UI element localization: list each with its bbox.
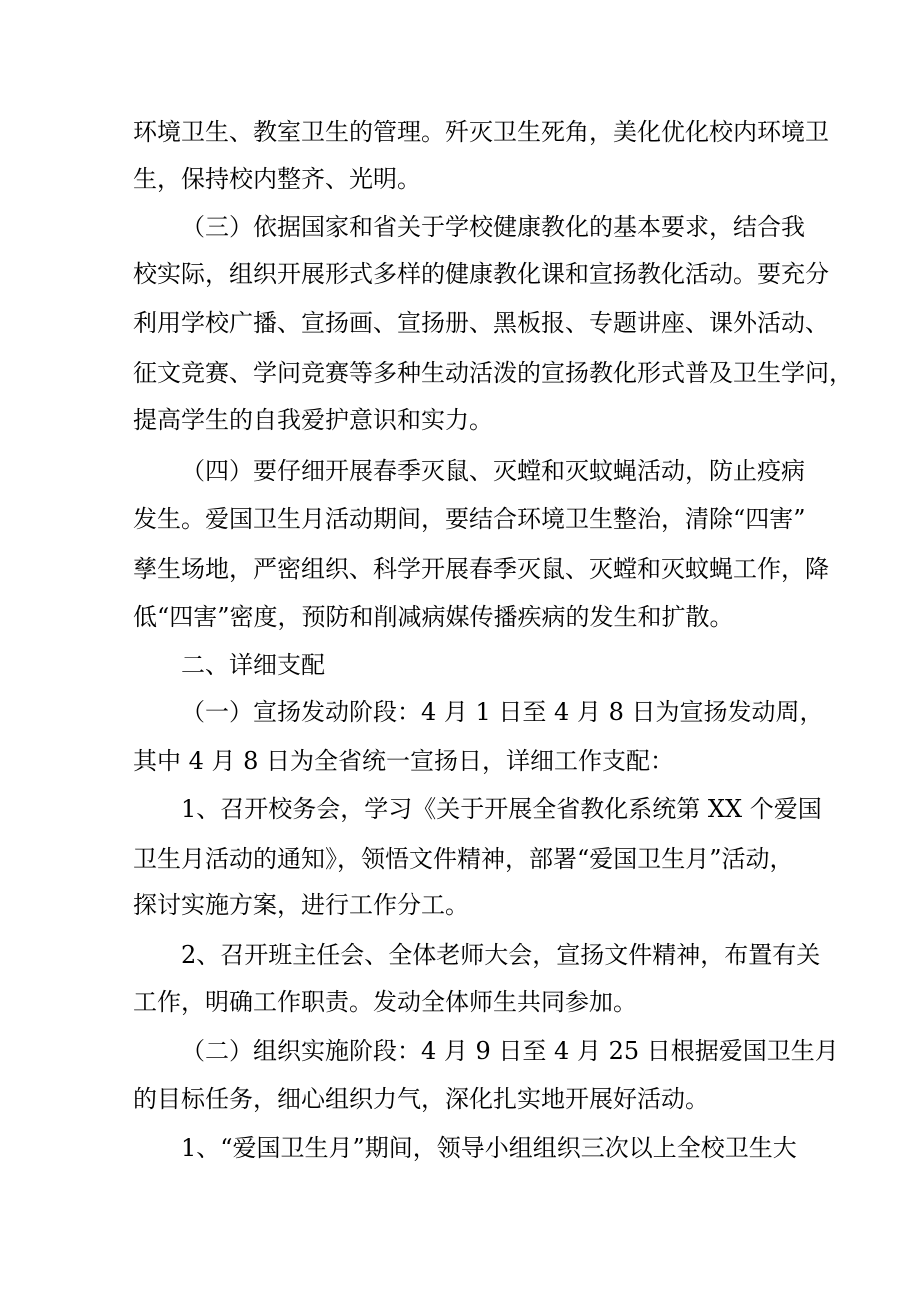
text-line: 卫生月活动的通知》，领悟文件精神，部署“爱国卫生月”活动， [133,845,794,873]
text-line: 利用学校广播、宣扬画、宣扬册、黑板报、专题讲座、课外活动、 [133,309,829,337]
text-line: 工作，明确工作职责。发动全体师生共同参加。 [133,988,637,1016]
list-item-1-second: 1、“爱国卫生月”期间，领导小组组织三次以上全校卫生大 [181,1134,797,1162]
text-line: 的目标任务，细心组织力气，深化扎实地开展好活动。 [133,1085,709,1113]
text-line: 提高学生的自我爱护意识和实力。 [133,406,493,434]
list-item-1: 1、召开校务会，学习《关于开展全省教化系统第 XX 个爱国 [181,795,822,823]
paragraph-three-heading: （三）依据国家和省关于学校健康教化的基本要求，结合我 [181,213,805,241]
text-line: 其中 4 月 8 日为全省统一宣扬日，详细工作支配： [133,747,675,775]
paragraph-four-heading: （四）要仔细开展春季灭鼠、灭螳和灭蚊蝇活动，防止疫病 [181,457,805,485]
text-line: 发生。爱国卫生月活动期间，要结合环境卫生整治，清除“四害” [133,505,806,533]
list-item-2: 2、召开班主任会、全体老师大会，宣扬文件精神，布置有关 [181,941,821,969]
text-line: 校实际，组织开展形式多样的健康教化课和宣扬教化活动。要充分 [133,260,829,288]
text-line: 生，保持校内整齐、光明。 [133,165,421,193]
paragraph-one-heading: （一）宣扬发动阶段：4 月 1 日至 4 月 8 日为宣扬发动周， [181,698,824,726]
section-heading: 二、详细支配 [181,651,325,679]
text-line: 探讨实施方案，进行工作分工。 [133,891,469,919]
text-line: 孳生场地，严密组织、科学开展春季灭鼠、灭螳和灭蚊蝇工作，降 [133,555,829,583]
text-line: 低“四害”密度，预防和削减病媒传播疾病的发生和扩散。 [133,603,734,631]
text-line: 环境卫生、教室卫生的管理。歼灭卫生死角，美化优化校内环境卫 [133,118,829,146]
paragraph-two-heading: （二）组织实施阶段：4 月 9 日至 4 月 25 日根据爱国卫生月 [181,1037,839,1065]
text-line: 征文竞赛、学问竞赛等多种生动活泼的宣扬教化形式普及卫生学问， [133,359,853,387]
